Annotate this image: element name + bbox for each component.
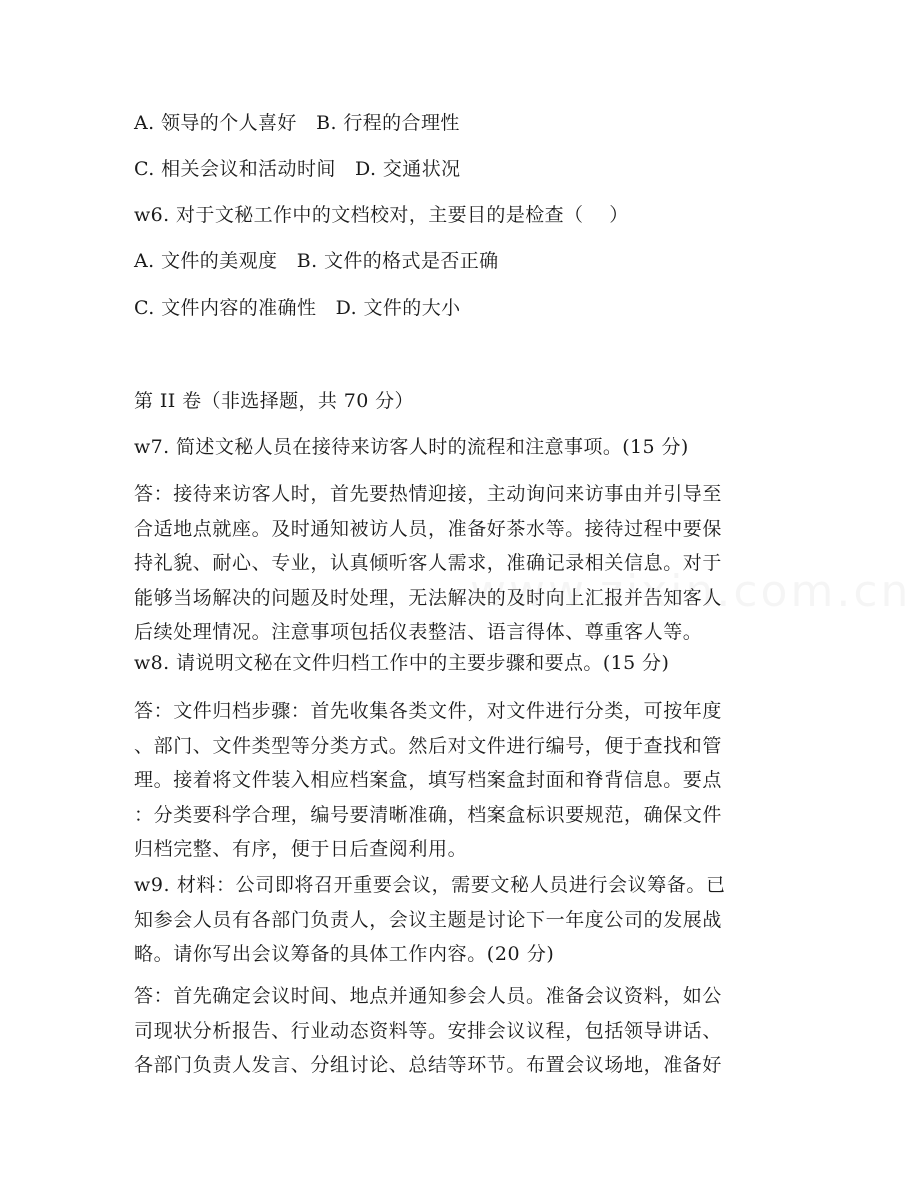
q7-answer-line: 合适地点就座。及时通知被访人员，准备好茶水等。接待过程中要保	[134, 517, 723, 540]
q6-options-ab: A. 文件的美观度 B. 文件的格式是否正确	[134, 250, 499, 272]
q9-question-line: 略。请你写出会议筹备的具体工作内容。(20 分)	[134, 943, 555, 965]
q9-answer-line: 司现状分析报告、行业动态资料等。安排会议议程，包括领导讲话、	[134, 1019, 723, 1042]
q7-answer	[134, 477, 774, 650]
q6-options-cd: C. 文件内容的准确性 D. 文件的大小	[134, 297, 461, 319]
q9-answer	[134, 979, 774, 1083]
q9-question-line: w9. 材料：公司即将召开重要会议，需要文秘人员进行会议筹备。已	[134, 874, 726, 896]
q8-answer-line: 理。接着将文件装入相应档案盒，填写档案盒封面和脊背信息。要点	[134, 769, 723, 791]
q5-options-ab: A. 领导的个人喜好 B. 行程的合理性	[134, 112, 460, 134]
q7-question: w7. 简述文秘人员在接待来访客人时的流程和注意事项。(15 分)	[134, 436, 689, 458]
q9-question	[134, 868, 774, 972]
q9-question-line: 知参会人员有各部门负责人，会议主题是讨论下一年度公司的发展战	[134, 908, 723, 931]
q6-question: w6. 对于文秘工作中的文档校对，主要目的是检查（ ）	[134, 204, 629, 226]
q8-answer-line: 归档完整、有序，便于日后查阅利用。	[134, 838, 468, 860]
q7-answer-line: 后续处理情况。注意事项包括仪表整洁、语言得体、尊重客人等。	[134, 621, 703, 643]
q7-answer-line: 持礼貌、耐心、专业，认真倾听客人需求，准确记录相关信息。对于	[134, 552, 723, 574]
q8-answer-line: ：分类要科学合理，编号要清晰准确，档案盒标识要规范，确保文件	[134, 803, 723, 826]
q9-answer-line: 各部门负责人发言、分组讨论、总结等环节。布置会议场地，准备好	[134, 1054, 723, 1076]
q8-question: w8. 请说明文秘在文件归档工作中的主要步骤和要点。(15 分)	[134, 652, 670, 674]
q9-answer-line: 答：首先确定会议时间、地点并通知参会人员。准备会议资料，如公	[134, 985, 723, 1007]
q5-options-cd: C. 相关会议和活动时间 D. 交通状况	[134, 158, 461, 180]
q7-answer-line: 能够当场解决的问题及时处理，无法解决的及时向上汇报并告知客人	[134, 586, 723, 609]
q8-answer	[134, 694, 774, 867]
section-heading: 第 II 卷（非选择题，共 70 分）	[134, 390, 414, 412]
q8-answer-line: 答：文件归档步骤：首先收集各类文件，对文件进行分类，可按年度	[134, 700, 723, 722]
q8-answer-line: 、部门、文件类型等分类方式。然后对文件进行编号，便于查找和管	[134, 734, 723, 757]
q7-answer-line: 答：接待来访客人时，首先要热情迎接，主动询问来访事由并引导至	[134, 483, 723, 505]
